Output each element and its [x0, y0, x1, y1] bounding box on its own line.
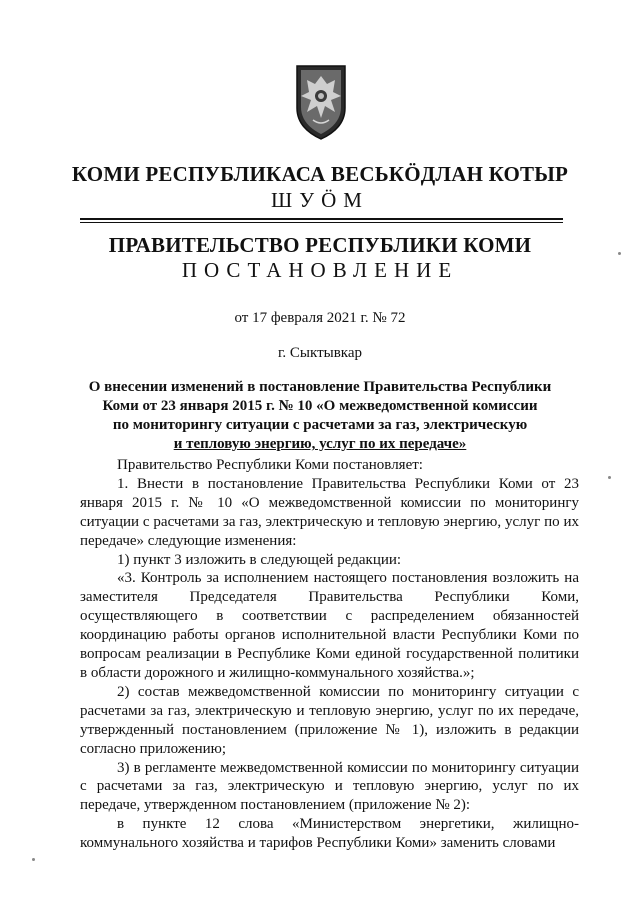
- heading-line: О внесении изменений в постановление Правительства Республики: [88, 379, 552, 395]
- scan-speck: [618, 252, 621, 255]
- header-divider-thick: [80, 218, 563, 220]
- scan-speck: [608, 476, 611, 479]
- body-paragraph: Правительство Республики Коми постановляет:: [117, 457, 423, 473]
- body-paragraph: 2) состав межведомственной комиссии по мониторингу ситуации с расчетами за газ, электрическую и тепловую энергию, услуг по их передаче, утвержденный постановлением (приложение № 1), изложить в редакции согласно приложению;: [80, 683, 579, 757]
- body-paragraph: в пункте 12 слова «Министерством энергетики, жилищно-коммунального хозяйства и тарифов Республики Коми» заменить словами: [80, 816, 579, 852]
- government-title: ПРАВИТЕЛЬСТВО РЕСПУБЛИКИ КОМИ: [108, 233, 532, 257]
- decree-word: ПОСТАНОВЛЕНИЕ: [181, 258, 459, 282]
- komi-decree-word: ШУÖМ: [271, 188, 369, 212]
- decree-body: [80, 456, 579, 853]
- header-divider-thin: [80, 222, 563, 223]
- scan-speck: [32, 858, 35, 861]
- heading-line-underlined: и тепловую энергию, услуг по их передаче»: [173, 436, 467, 452]
- body-paragraph: 1) пункт 3 изложить в следующей редакции:: [117, 551, 402, 568]
- decree-city: г. Сыктывкар: [277, 345, 363, 361]
- coat-of-arms-emblem: [291, 62, 351, 142]
- decree-heading: [40, 378, 600, 454]
- body-paragraph: 3) в регламенте межведомственной комиссии по мониторингу ситуации с расчетами за газ, электрическую и тепловую энергию, услуг по их передаче, утвержденном постановлением (приложение № 2):: [80, 759, 579, 814]
- komi-government-title: КОМИ РЕСПУБЛИКАСА ВЕСЬКÖДЛАН КОТЫР: [71, 162, 569, 186]
- heading-line: Коми от 23 января 2015 г. № 10 «О межведомственной комиссии: [102, 398, 538, 414]
- decree-date-number: от 17 февраля 2021 г. № 72: [234, 310, 406, 326]
- body-paragraph: «3. Контроль за исполнением настоящего постановления возложить на заместителя Председателя Правительства Республики Коми, осуществляющего в соответствии с распределением обязанностей координацию работы органов исполнительной власти Республики Коми по вопросам реализации в Республике Коми единой государственной политики в области дорожного и жилищно-коммунального хозяйства.»;: [80, 570, 579, 681]
- heading-line: по мониторингу ситуации с расчетами за газ, электрическую: [112, 417, 528, 433]
- body-paragraph: 1. Внести в постановление Правительства Республики Коми от 23 января 2015 г. № 10 «О межведомственной комиссии по мониторингу ситуации с расчетами за газ, электрическую и тепловую энергию, услуг по их передаче» следующие изменения:: [80, 475, 579, 549]
